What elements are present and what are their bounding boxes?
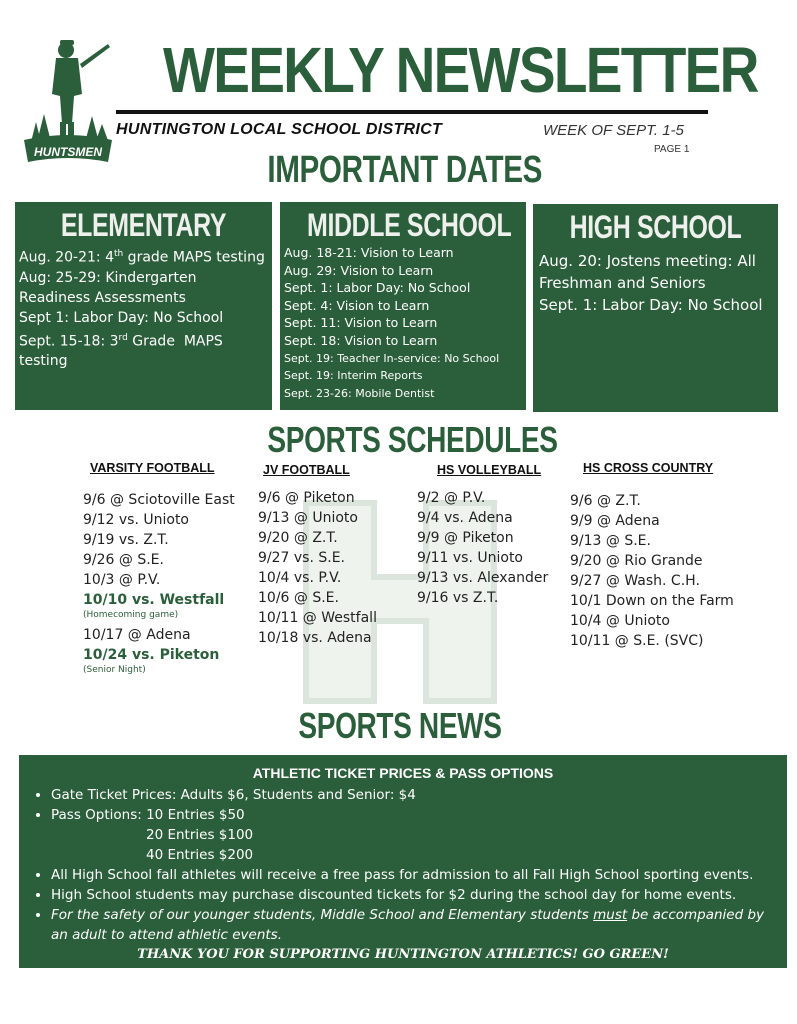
list-item: Aug. 20: Jostens meeting: All Freshman and Seniors <box>539 252 756 292</box>
game: 9/20 @ Z.T. <box>258 530 338 546</box>
varsity-football-games <box>83 490 235 676</box>
elementary-list <box>15 244 272 371</box>
pass-option: 20 Entries $100 <box>146 827 254 843</box>
high-school-list <box>533 250 778 316</box>
game: 10/24 vs. Piketon <box>83 647 220 663</box>
game: 9/16 vs Z.T. <box>417 590 499 606</box>
varsity-football-title: VARSITY FOOTBALL <box>90 461 215 475</box>
game: 9/4 vs. Adena <box>417 510 513 526</box>
game-note: (Homecoming game) <box>83 610 179 620</box>
list-item <box>51 905 787 945</box>
list-item: Aug. 18-21: Vision to Learn <box>284 245 454 260</box>
game: 10/4 @ Unioto <box>570 613 670 629</box>
game: 9/2 @ P.V. <box>417 490 486 506</box>
list-item: Sept. 11: Vision to Learn <box>284 315 438 331</box>
list-item: Sept. 19: Teacher In-service: No School <box>284 351 500 365</box>
safety-text-b: be accompanied by an adult to attend athletic events. <box>51 907 765 943</box>
list-item: Aug. 20-21: 4th grade MAPS testing <box>19 249 265 266</box>
game: 9/27 vs. S.E. <box>258 550 346 566</box>
hs-cross-country-title: HS CROSS COUNTRY <box>583 461 714 475</box>
newsletter-title: WEEKLY NEWSLETTER <box>163 34 758 106</box>
game: 9/20 @ Rio Grande <box>570 553 703 569</box>
game-note: (Senior Night) <box>83 665 146 675</box>
game: 9/13 @ Unioto <box>258 510 358 526</box>
game: 9/9 @ Piketon <box>417 530 514 546</box>
game: 9/6 @ Z.T. <box>570 493 641 509</box>
game: 9/11 vs. Unioto <box>417 550 523 566</box>
game: 9/27 @ Wash. C.H. <box>570 573 700 589</box>
list-item: Sept. 18: Vision to Learn <box>284 332 438 348</box>
week-label: WEEK OF SEPT. 1-5 <box>543 122 684 139</box>
hs-volleyball-title: HS VOLLEYBALL <box>437 463 542 477</box>
jv-football-games <box>258 488 377 648</box>
important-dates-heading: IMPORTANT DATES <box>267 149 543 191</box>
game: 10/10 vs. Westfall <box>83 592 225 608</box>
list-item: Sept. 4: Vision to Learn <box>284 297 430 313</box>
sports-news-box <box>19 755 787 968</box>
elementary-box <box>15 202 272 410</box>
hs-cross-country-games <box>570 491 734 651</box>
hs-volleyball-games <box>417 488 548 608</box>
middle-school-title: MIDDLE SCHOOL <box>307 207 512 243</box>
list-item: Sept. 1: Labor Day: No School <box>284 280 471 296</box>
hs-volleyball-column <box>417 463 548 608</box>
sports-schedules-heading: SPORTS SCHEDULES <box>267 419 558 460</box>
high-school-box <box>533 204 778 412</box>
game: 10/4 vs. P.V. <box>258 570 342 586</box>
pass-option: 40 Entries $200 <box>146 847 254 863</box>
ticket-prices-title: ATHLETIC TICKET PRICES & PASS OPTIONS <box>252 765 554 781</box>
safety-text-a: For the safety of our younger students, Middle School and Elementary students <box>51 907 594 923</box>
game: 10/11 @ S.E. (SVC) <box>570 633 704 649</box>
hs-cross-country-column <box>570 461 734 651</box>
game: 9/9 @ Adena <box>570 513 660 529</box>
game: 10/18 vs. Adena <box>258 630 372 646</box>
list-item: • Gate Ticket Prices: Adults $6, Students and Senior: $4 <box>51 785 787 805</box>
list-item: Sept. 15-18: 3rd Grade MAPS testing <box>19 332 223 370</box>
list-item: Sept. 1: Labor Day: No School <box>539 296 763 314</box>
elementary-title: ELEMENTARY <box>60 207 227 243</box>
game: 9/13 @ S.E. <box>570 533 651 549</box>
list-item: Aug. 29: Vision to Learn <box>284 262 434 278</box>
list-item: Aug: 25-29: Kindergarten Readiness Assessments <box>19 269 197 306</box>
thank-you-message: THANK YOU FOR SUPPORTING HUNTINGTON ATHLETICS! GO GREEN! <box>137 947 669 962</box>
jv-football-column <box>258 463 377 648</box>
district-name: HUNTINGTON LOCAL SCHOOL DISTRICT <box>116 121 443 138</box>
title-rule <box>116 110 708 114</box>
page-number: PAGE 1 <box>654 144 690 155</box>
game: 10/11 @ Westfall <box>258 610 377 626</box>
list-item: • Pass Options: 10 Entries $50 <box>51 805 787 825</box>
game: 10/1 Down on the Farm <box>570 593 734 609</box>
varsity-football-column <box>83 461 235 680</box>
jv-football-title: JV FOOTBALL <box>263 463 350 477</box>
middle-school-box <box>280 202 526 410</box>
huntsmen-logo <box>22 34 114 166</box>
list-item: • High School students may purchase discounted tickets for $2 during the school day for home events. <box>51 885 787 905</box>
logo-text: HUNTSMEN <box>34 145 102 159</box>
game: 9/6 @ Piketon <box>258 490 355 506</box>
middle-school-list <box>280 244 526 402</box>
high-school-title: HIGH SCHOOL <box>569 209 742 245</box>
ticket-info-list <box>19 785 787 945</box>
sports-news-heading: SPORTS NEWS <box>298 705 502 746</box>
game: 10/17 @ Adena <box>83 627 191 643</box>
list-item: Sept. 23-26: Mobile Dentist <box>284 386 435 400</box>
game: 9/13 vs. Alexander <box>417 570 549 586</box>
list-item: • All High School fall athletes will receive a free pass for admission to all Fall High School sporting events. <box>51 865 787 885</box>
game: 9/19 vs. Z.T. <box>83 532 169 548</box>
game: 10/6 @ S.E. <box>258 590 339 606</box>
game: 9/6 @ Sciotoville East <box>83 492 235 508</box>
game: 9/26 @ S.E. <box>83 552 164 568</box>
safety-text-must: must <box>593 907 628 923</box>
list-item: Sept. 19: Interim Reports <box>284 369 423 383</box>
game: 10/3 @ P.V. <box>83 572 161 588</box>
list-item: Sept 1: Labor Day: No School <box>19 309 224 326</box>
game: 9/12 vs. Unioto <box>83 512 189 528</box>
